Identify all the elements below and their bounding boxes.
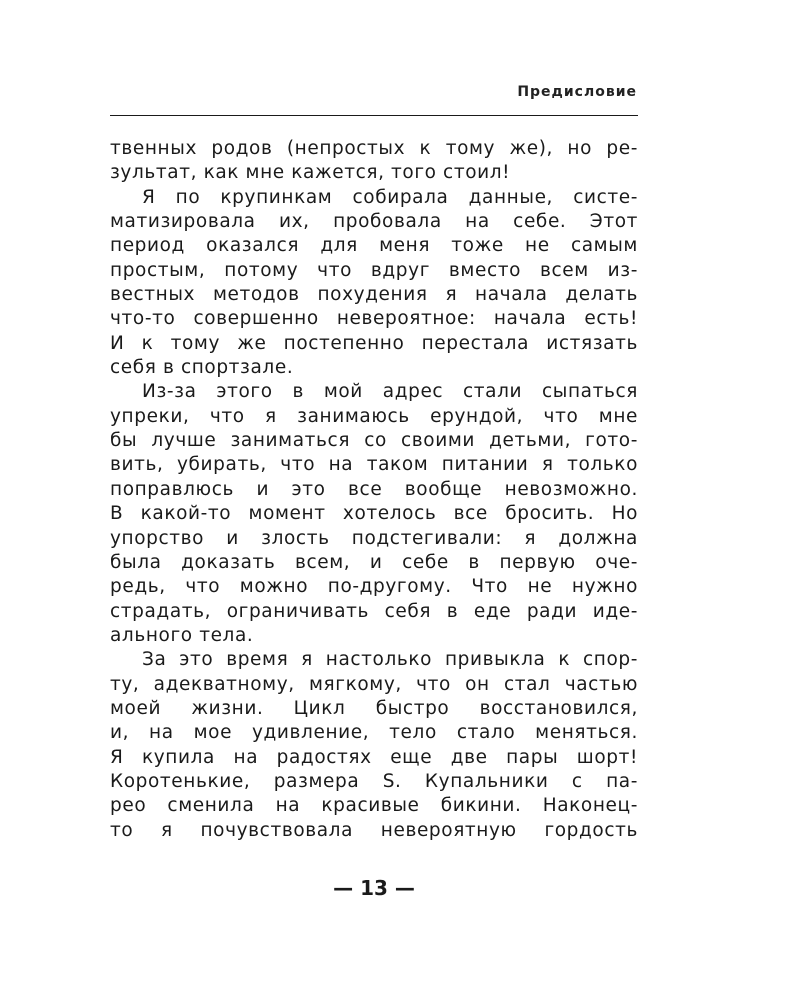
text-line: поправлюсь и это все вообще невозможно. bbox=[110, 478, 638, 500]
text-line: ту, адекватному, мягкому, что он стал частью bbox=[110, 673, 638, 695]
text-line: бы лучше заниматься со своими детьми, гото- bbox=[110, 430, 638, 452]
text-line: редь, что можно по-другому. Что не нужно bbox=[110, 576, 638, 598]
text-line: И к тому же постепенно перестала истязать bbox=[110, 332, 638, 354]
text-line: была доказать всем, и себе в первую оче- bbox=[110, 551, 638, 573]
text-line: В какой-то момент хотелось все бросить. Но bbox=[110, 503, 638, 525]
text-line: себя в спортзале. bbox=[110, 357, 294, 379]
text-line: что-то совершенно невероятное: начала есть! bbox=[110, 308, 638, 330]
text-line: ального тела. bbox=[110, 624, 254, 646]
running-header: Предисловие bbox=[517, 84, 637, 100]
body-text bbox=[110, 137, 638, 843]
text-line: период оказался для меня тоже не самым bbox=[110, 235, 638, 257]
text-line: и, на мое удивление, тело стало меняться. bbox=[110, 722, 638, 744]
text-line: зультат, как мне кажется, того стоил! bbox=[110, 162, 511, 184]
text-line: то я почувствовала невероятную гордость bbox=[110, 819, 638, 841]
text-line: упорство и злость подстегивали: я должна bbox=[110, 527, 638, 549]
header-rule bbox=[110, 115, 638, 116]
text-line: моей жизни. Цикл быстро восстановился, bbox=[110, 697, 638, 719]
text-line: матизировала их, пробовала на себе. Этот bbox=[110, 211, 638, 233]
text-line: упреки, что я занимаюсь ерундой, что мне bbox=[110, 405, 638, 427]
text-line: Я купила на радостях еще две пары шорт! bbox=[110, 746, 638, 768]
text-line: страдать, ограничивать себя в еде ради иде- bbox=[110, 600, 638, 622]
text-line: За это время я настолько привыкла к спор- bbox=[142, 649, 638, 671]
text-line: рео сменила на красивые бикини. Наконец- bbox=[110, 795, 638, 817]
text-line: Я по крупинкам собирала данные, систе- bbox=[142, 186, 638, 208]
text-line: твенных родов (непростых к тому же), но ре- bbox=[110, 138, 638, 159]
text-line: вить, убирать, что на таком питании я только bbox=[110, 454, 638, 476]
page-number: — 13 — bbox=[333, 876, 415, 900]
text-line: простым, потому что вдруг вместо всем из- bbox=[110, 259, 638, 281]
text-line: Из-за этого в мой адрес стали сыпаться bbox=[142, 381, 638, 403]
text-line: вестных методов похудения я начала делать bbox=[110, 284, 638, 306]
text-line: Коротенькие, размера S. Купальники с па- bbox=[110, 770, 638, 792]
